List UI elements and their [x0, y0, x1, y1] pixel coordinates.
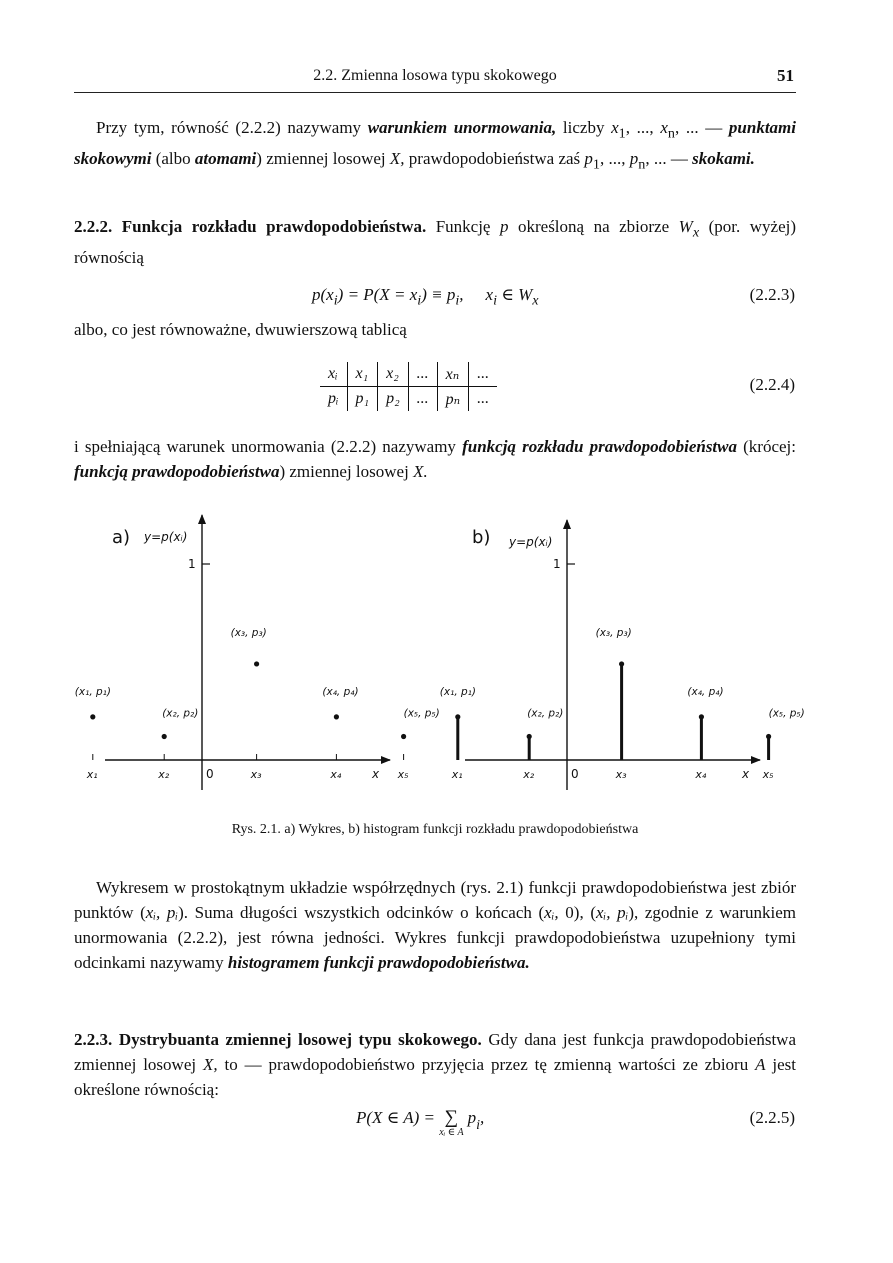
term-histogram: histogramem funkcji prawdopodobieństwa.	[227, 953, 530, 972]
x-tick-label: x₁	[86, 768, 98, 781]
term-jump-points: punktami skokowymi	[74, 118, 797, 169]
x-tick-label: x₄	[330, 768, 342, 781]
point-label: (x₁, p₁)	[74, 685, 111, 698]
origin-label: 0	[206, 767, 214, 781]
table-cell: pᵢ	[328, 390, 339, 407]
panel-label: a)	[112, 527, 131, 548]
equation-number-2-2-4: (2.2.4)	[749, 375, 795, 394]
data-point	[334, 714, 339, 719]
x-tick-label: x₁	[451, 768, 463, 781]
point-label: (x₂, p₂)	[162, 707, 199, 720]
term-normalization: warunkiem unormowania,	[367, 118, 557, 137]
page-number: 51	[777, 66, 794, 85]
x-tick-label: x₅	[762, 768, 774, 781]
x-axis-label: x	[742, 767, 750, 781]
point-label: (x₄, p₄)	[687, 685, 724, 698]
section-heading-2-2-3: 2.2.3. Dystrybuanta zmiennej losowej typu skokowego.	[74, 1030, 482, 1049]
equation-number-2-2-5: (2.2.5)	[749, 1108, 795, 1127]
term-probability-function: funkcją prawdopodobieństwa	[74, 462, 280, 481]
data-point	[699, 714, 704, 719]
term-jumps: skokami.	[692, 149, 755, 169]
panel-b	[440, 520, 805, 790]
data-point	[455, 714, 460, 719]
point-label: (x₃, p₃)	[230, 626, 267, 639]
paragraph-function-definition: i spełniającą warunek unormowania (2.2.2) nazywamy funkcją rozkładu prawdopodobieństwa (krócej: funkcją prawdopodobieństwa) zmiennej losowej X.	[74, 437, 797, 481]
table-cell: ...	[469, 387, 498, 412]
paragraph-histogram: Wykresem w prostokątnym układzie współrzędnych (rys. 2.1) funkcji prawdopodobieństwa jest zbiór punktów (xᵢ, pᵢ). Suma długości wszystkich odcinków o końcach (xᵢ, 0), (xᵢ, pᵢ), zgodnie z warunkiem unormowania (2.2.2), jest równa jedności. Wykres funkcji prawdopodobieństwa uzupełniony tymi odcinkami nazywamy histogramem funkcji prawdopodobieństwa.	[74, 878, 796, 972]
x-tick-label: x₂	[158, 768, 170, 781]
table-cell: ...	[469, 362, 498, 387]
table-cell: x₂	[378, 362, 409, 387]
section-2-2-3: 2.2.3. Dystrybuanta zmiennej losowej typu skokowego. Gdy dana jest funkcja prawdopodobieństwa zmiennej losowej X, to — prawdopodobieństwo przyjęcia przez tę zmienną wartości ze zbioru A jest określone równością:	[74, 1030, 797, 1099]
x-tick-label: x₅	[397, 768, 409, 781]
panel-a	[75, 515, 440, 790]
table-cell: x₁	[347, 362, 378, 387]
table-cell: xᵢ	[320, 362, 347, 387]
data-point	[527, 734, 532, 739]
data-point	[619, 661, 624, 666]
x-tick-label: x₃	[615, 768, 627, 781]
point-label: (x₅, p₅)	[403, 707, 440, 720]
point-label: (x₃, p₃)	[595, 626, 632, 639]
section-heading-2-2-2: 2.2.2. Funkcja rozkładu prawdopodobieństwa.	[74, 217, 427, 236]
equation-number-2-2-3: (2.2.3)	[749, 285, 795, 304]
data-point	[90, 714, 95, 719]
point-label: (x₁, p₁)	[439, 685, 476, 698]
term-atoms: atomami	[194, 149, 257, 169]
paragraph-definitions: Przy tym, równość (2.2.2) nazywamy warunkiem unormowania, liczby $x_1$, ..., $x_n$, ... — punktami skokowymi (albo atomami) zmiennej losowej X, prawdopodobieństwa zaś $p_1$, ..., $p_n$, ... — skokami.	[74, 118, 797, 173]
point-label: (x₄, p₄)	[322, 685, 359, 698]
table-cell: p₂	[378, 387, 409, 412]
section-2-2-2: 2.2.2. Funkcja rozkładu prawdopodobieństwa. Funkcję p określoną na zbiorze $W_x$ (por. wyżej) równością	[74, 217, 796, 268]
term-probability-distribution-function: funkcją rozkładu prawdopodobieństwa	[462, 437, 737, 456]
data-point	[162, 734, 167, 739]
figure-caption: Rys. 2.1. a) Wykres, b) histogram funkcji rozkładu prawdopodobieństwa	[231, 822, 639, 837]
point-label: (x₅, p₅)	[768, 707, 805, 720]
table-cell: pₙ	[437, 387, 468, 412]
x-tick-label: x₄	[695, 768, 707, 781]
data-point	[254, 661, 259, 666]
point-label: (x₂, p₂)	[527, 707, 564, 720]
x-tick-label: x₃	[250, 768, 262, 781]
x-axis-label: x	[372, 767, 380, 781]
paragraph-table-intro: albo, co jest równoważne, dwuwierszową tablicą	[74, 320, 407, 339]
table-cell: p₁	[347, 387, 378, 412]
equation-2-2-3: $p(x_i) = P(X = x_i) \equiv p_i$, $x_i$ ∈ $W_x$	[312, 285, 539, 309]
running-title: 2.2. Zmienna losowa typu skokowego	[313, 67, 557, 84]
data-point	[401, 734, 406, 739]
table-cell: ...	[408, 362, 437, 387]
equation-2-2-5: P(X ∈ A) = ∑ xᵢ ∈ A $p_i$,	[356, 1107, 485, 1138]
y-axis-label: y=p(xᵢ)	[509, 535, 553, 549]
y-tick-label: 1	[553, 557, 561, 571]
table-cell: ...	[408, 387, 437, 412]
y-tick-label: 1	[188, 557, 196, 571]
origin-label: 0	[571, 767, 579, 781]
y-axis-label: y=p(xᵢ)	[144, 530, 188, 544]
table-cell: xₙ	[437, 362, 468, 387]
panel-label: b)	[472, 527, 491, 548]
data-point	[766, 734, 771, 739]
x-tick-label: x₂	[523, 768, 535, 781]
